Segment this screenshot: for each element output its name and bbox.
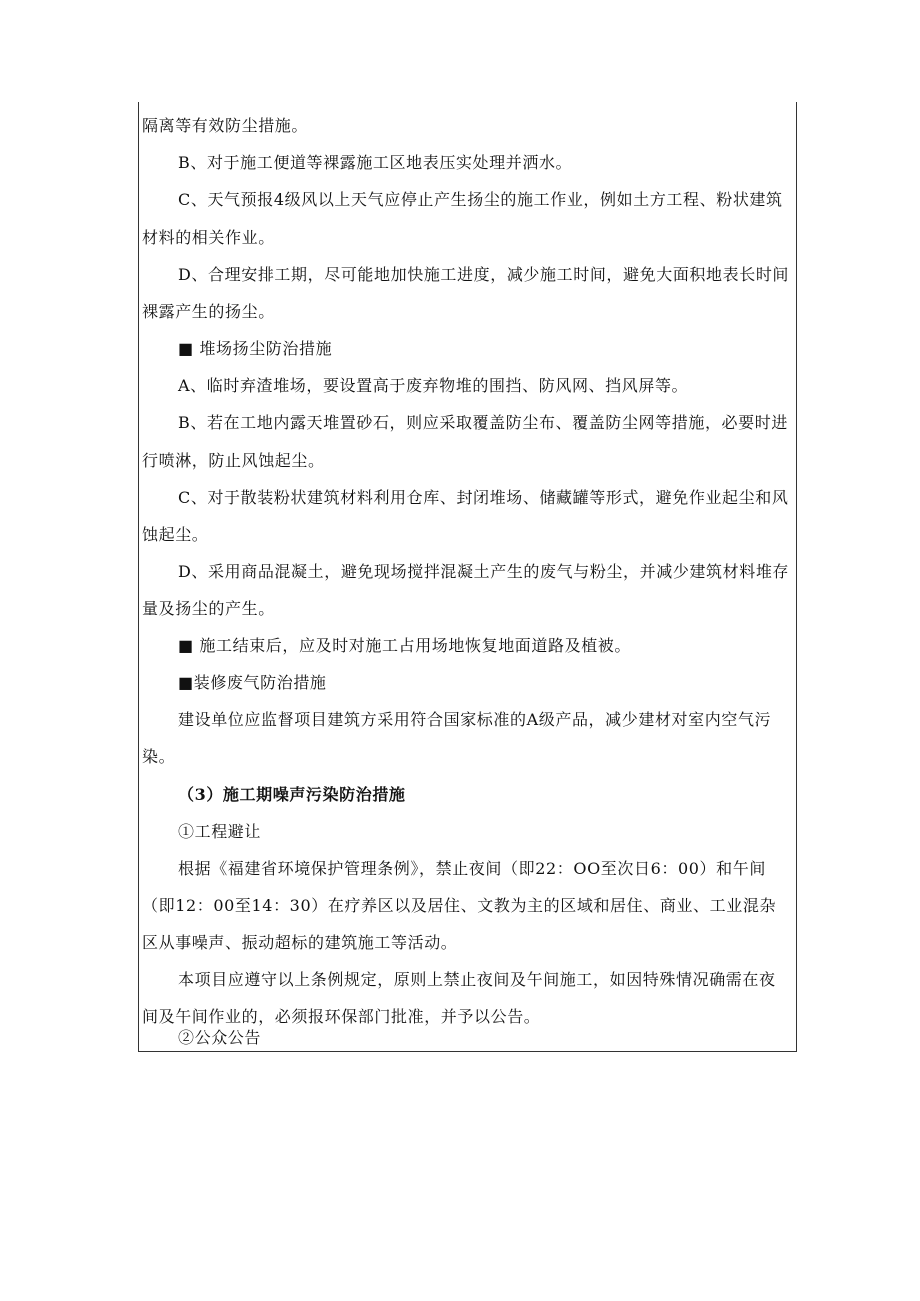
section-heading: ■ 堆场扬尘防治措施 [178,339,333,358]
section-heading: ■装修废气防治措施 [178,673,327,692]
text-line: D、合理安排工期，尽可能地加快施工进度，减少施工时间，避免大面积地表长时间 [178,265,790,284]
text-line: 裸露产生的扬尘。 [142,302,275,321]
subheading: ②公众公告 [178,1028,262,1047]
text-line: 建设单位应监督项目建筑方采用符合国家标准的A级产品，减少建材对室内空气污 [178,710,772,729]
text-line: 量及扬尘的产生。 [142,599,275,618]
subheading: ①工程避让 [178,822,262,841]
text-line: B、若在工地内露天堆置砂石，则应采取覆盖防尘布、覆盖防尘网等措施，必要时进 [178,413,788,432]
text-line: 染。 [142,747,176,766]
text-line: 隔离等有效防尘措施。 [142,116,309,135]
text-line: 区从事噪声、振动超标的建筑施工等活动。 [142,933,458,952]
text-line: 间及午间作业的，必须报环保部门批准，并予以公告。 [142,1007,541,1026]
text-line: （即12：00至14：30）在疗养区以及居住、文教为主的区域和居住、商业、工业混杂 [142,896,777,915]
text-line: 蚀起尘。 [142,525,209,544]
text-line: 材料的相关作业。 [142,228,275,247]
text-line: ■ 施工结束后，应及时对施工占用场地恢复地面道路及植被。 [178,636,632,655]
text-line: 行喷淋，防止风蚀起尘。 [142,451,325,470]
text-line: B、对于施工便道等裸露施工区地表压实处理并洒水。 [178,153,573,172]
text-line: 根据《福建省环境保护管理条例》，禁止夜间（即22：OO至次日6：00）和午间 [178,859,766,878]
text-line: D、采用商品混凝土，避免现场搅拌混凝土产生的废气与粉尘，并减少建筑材料堆存 [178,562,790,581]
text-line: C、天气预报4级风以上天气应停止产生扬尘的施工作业，例如土方工程、粉状建筑 [178,190,783,209]
section-heading: （3）施工期噪声污染防治措施 [178,785,406,804]
text-line: 本项目应遵守以上条例规定，原则上禁止夜间及午间施工，如因特殊情况确需在夜 [178,970,776,989]
text-line: C、对于散装粉状建筑材料利用仓库、封闭堆场、储藏罐等形式，避免作业起尘和风 [178,488,789,507]
text-line: A、临时弃渣堆场，要设置高于废弃物堆的围挡、防风网、挡风屏等。 [178,376,689,395]
